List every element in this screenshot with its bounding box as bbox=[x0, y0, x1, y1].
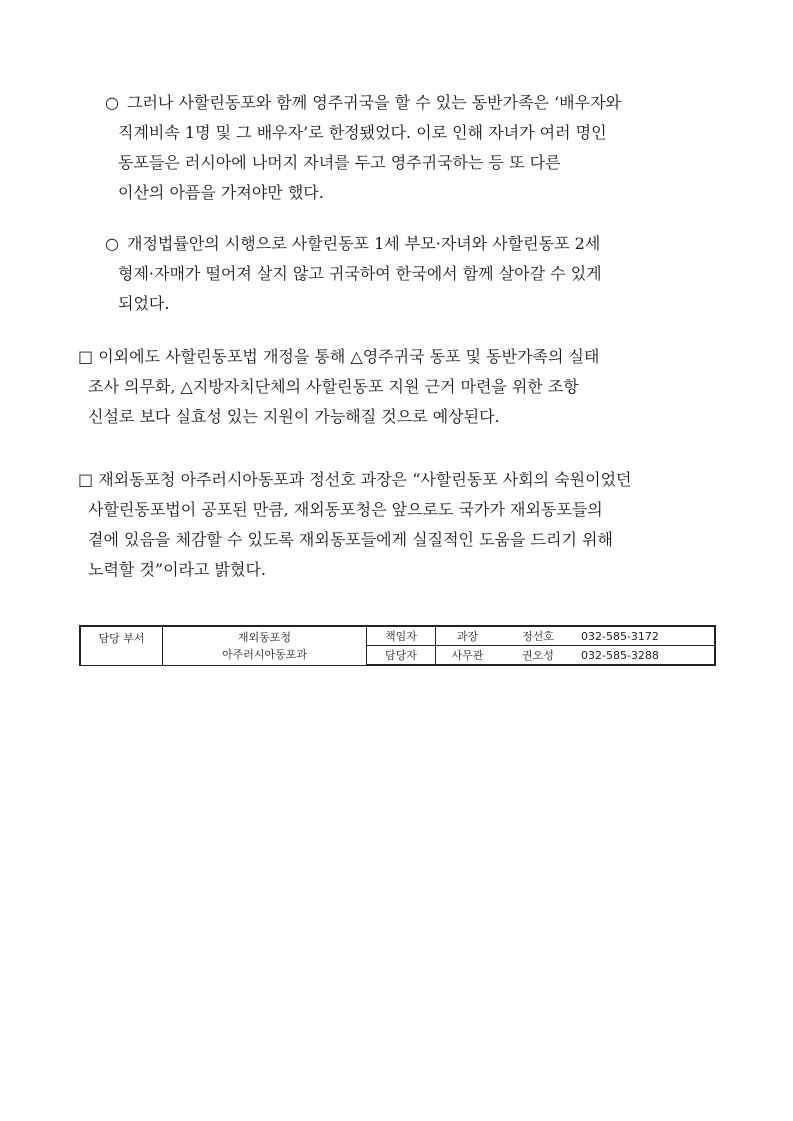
text-line: 신설로 보다 실효성 있는 지원이 가능해질 것으로 예상된다. bbox=[88, 407, 500, 426]
text-line: 그러나 사할린동포와 함께 영주귀국을 할 수 있는 동반가족은 ‘배우자와 bbox=[127, 93, 621, 112]
text-line: 조사 의무화, △지방자치단체의 사할린동포 지원 근거 마련을 위한 조항 bbox=[88, 377, 579, 396]
text-line: 직계비속 1명 및 그 배우자’로 한정됐었다. 이로 인해 자녀가 여러 명인 bbox=[118, 123, 607, 142]
table-row bbox=[80, 626, 715, 646]
dept-division: 아주러시아동포과 bbox=[221, 647, 307, 661]
square-bullet-icon: □ bbox=[78, 347, 94, 366]
square-bullet-icon: □ bbox=[78, 470, 94, 489]
text-line: 되었다. bbox=[118, 294, 170, 313]
circle-bullet-icon: ○ bbox=[105, 93, 119, 112]
phone-cell: 032-585-3172 bbox=[577, 626, 715, 646]
text-line: □ 재외동포청 아주러시아동포과 정선호 과장은 “사할린동포 사회의 숙원이었던 bbox=[78, 470, 632, 489]
title-cell: 과장 bbox=[436, 626, 500, 646]
text-line: 개정법률안의 시행으로 사할린동포 1세 부모·자녀와 사할린동포 2세 bbox=[127, 234, 601, 253]
title-cell: 사무관 bbox=[436, 646, 500, 666]
phone-cell: 032-585-3288 bbox=[577, 646, 715, 666]
text-line: 노력할 것”이라고 밝혔다. bbox=[88, 560, 266, 579]
bullet-item-law-effect bbox=[105, 229, 720, 319]
role-cell: 책임자 bbox=[367, 626, 436, 646]
text-line: 동포들은 러시아에 나머지 자녀를 두고 영주귀국하는 등 또 다른 bbox=[118, 153, 561, 172]
contact-table bbox=[79, 625, 716, 666]
text-line: □ 이외에도 사할린동포법 개정을 통해 △영주귀국 동포 및 동반가족의 실태 bbox=[78, 347, 600, 366]
paragraph-additional-support bbox=[78, 342, 718, 432]
paragraph-director-quote bbox=[78, 465, 718, 585]
dept-agency: 재외동포청 bbox=[237, 630, 292, 644]
text-line: 사할린동포법이 공포된 만큼, 재외동포청은 앞으로도 국가가 재외동포들의 bbox=[88, 500, 603, 519]
name-cell: 정선호 bbox=[499, 626, 577, 646]
text-line: 형제·자매가 떨어져 살지 않고 귀국하여 한국에서 함께 살아갈 수 있게 bbox=[118, 264, 602, 283]
dept-label-cell: 담당 부서 bbox=[80, 626, 163, 665]
text-line: 곁에 있음을 체감할 수 있도록 재외동포들에게 실질적인 도움을 드리기 위해 bbox=[88, 530, 613, 549]
dept-name-cell bbox=[163, 626, 367, 665]
name-cell: 권오성 bbox=[499, 646, 577, 666]
bullet-item-family-limit bbox=[105, 88, 720, 208]
text-line: 이산의 아픔을 가져야만 했다. bbox=[118, 183, 324, 202]
circle-bullet-icon: ○ bbox=[105, 234, 119, 253]
role-cell: 담당자 bbox=[367, 646, 436, 666]
